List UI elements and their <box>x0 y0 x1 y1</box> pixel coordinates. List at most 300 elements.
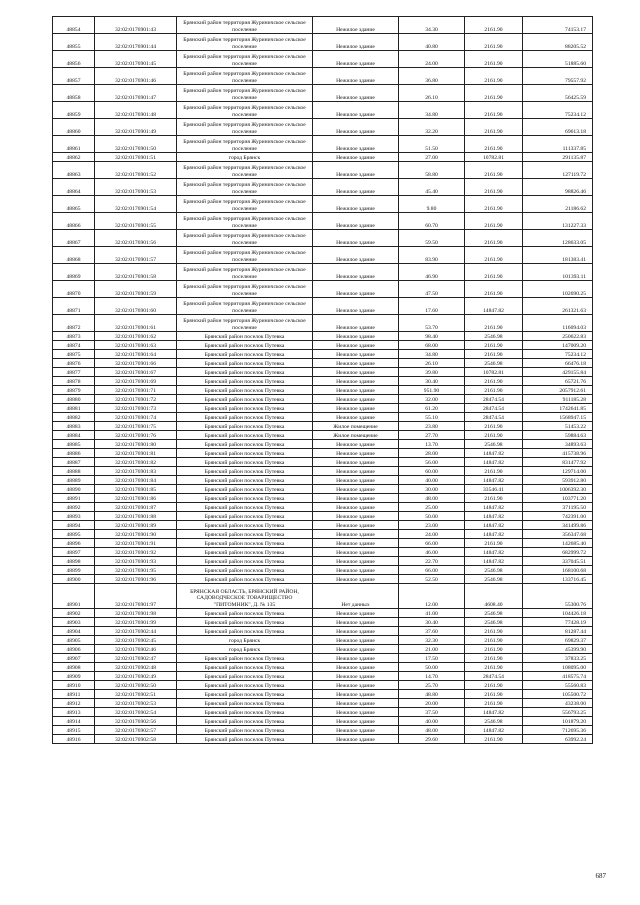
address-cell: Брянский район территория Журиничское сельское поселение <box>177 281 313 298</box>
unit-value-cell: 2161.90 <box>465 196 523 213</box>
cadastral-value-cell: 261321.63 <box>523 298 593 315</box>
unit-value-cell: 2161.90 <box>465 645 523 654</box>
address-cell: Брянский район территория Журиничское сельское поселение <box>177 298 313 315</box>
area-cell: 60.70 <box>399 213 465 230</box>
unit-value-cell: 2161.90 <box>465 17 523 34</box>
unit-value-cell: 2161.90 <box>465 681 523 690</box>
object-type-cell: Нежилое здание <box>313 708 399 717</box>
address-cell: Брянский район территория Журиничское сельское поселение <box>177 102 313 119</box>
object-type-cell: Нежилое здание <box>313 485 399 494</box>
row-number-cell: 48897 <box>53 548 95 557</box>
cadastral-value-cell: 21186.62 <box>523 196 593 213</box>
table-row <box>53 530 593 539</box>
table-row <box>53 717 593 726</box>
cadastral-number-cell: 32:02:0176901:89 <box>95 521 177 530</box>
area-cell: 53.70 <box>399 315 465 332</box>
row-number-cell: 48889 <box>53 476 95 485</box>
unit-value-cell: 2161.90 <box>465 627 523 636</box>
row-number-cell: 48901 <box>53 584 95 609</box>
unit-value-cell: 2161.90 <box>465 34 523 51</box>
area-cell: 13.70 <box>399 440 465 449</box>
address-cell: Брянский район поселок Путевка <box>177 735 313 744</box>
row-number-cell: 48910 <box>53 681 95 690</box>
cadastral-number-cell: 32:02:0176901:69 <box>95 377 177 386</box>
table-row <box>53 51 593 68</box>
area-cell: 61.20 <box>399 404 465 413</box>
cadastral-value-cell: 103771.20 <box>523 494 593 503</box>
cadastral-number-cell: 32:02:0176901:97 <box>95 584 177 609</box>
cadastral-value-cell: 55300.76 <box>523 584 593 609</box>
cadastral-value-cell: 142685.40 <box>523 539 593 548</box>
cadastral-value-cell: 79557.92 <box>523 68 593 85</box>
address-cell: Брянский район поселок Путевка <box>177 332 313 341</box>
cadastral-value-cell: 59884.63 <box>523 431 593 440</box>
cadastral-number-cell: 32:02:0176901:82 <box>95 458 177 467</box>
unit-value-cell: 2161.90 <box>465 51 523 68</box>
table-row <box>53 368 593 377</box>
cadastral-number-cell: 32:02:0176902:46 <box>95 645 177 654</box>
unit-value-cell: 2161.90 <box>465 350 523 359</box>
address-cell: Брянский район территория Журиничское сельское поселение <box>177 34 313 51</box>
row-number-cell: 48875 <box>53 350 95 359</box>
cadastral-number-cell: 32:02:0176902:51 <box>95 690 177 699</box>
address-cell: БРЯНСКАЯ ОБЛАСТЬ, БРЯНСКИЙ РАЙОН, САДОВОДЧЕСКОЕ ТОВАРИЩЕСТВО "ПИТОМНИК", Д. № 135 <box>177 584 313 609</box>
area-cell: 46.00 <box>399 548 465 557</box>
area-cell: 40.00 <box>399 476 465 485</box>
address-cell: Брянский район поселок Путевка <box>177 521 313 530</box>
cadastral-value-cell: 1006392.30 <box>523 485 593 494</box>
address-cell: Брянский район поселок Путевка <box>177 699 313 708</box>
object-type-cell: Нежилое здание <box>313 609 399 618</box>
unit-value-cell: 2546.98 <box>465 717 523 726</box>
cadastral-value-cell: 65721.76 <box>523 377 593 386</box>
object-type-cell: Нежилое здание <box>313 681 399 690</box>
area-cell: 51.50 <box>399 136 465 153</box>
cadastral-value-cell: 341499.86 <box>523 521 593 530</box>
table-row <box>53 584 593 609</box>
table-row <box>53 476 593 485</box>
cadastral-value-cell: 75234.12 <box>523 350 593 359</box>
row-number-cell: 48898 <box>53 557 95 566</box>
area-cell: 12.00 <box>399 584 465 609</box>
cadastral-value-cell: 181383.41 <box>523 247 593 264</box>
table-row <box>53 119 593 136</box>
cadastral-number-cell: 32:02:0176902:50 <box>95 681 177 690</box>
cadastral-value-cell: 63992.24 <box>523 735 593 744</box>
cadastral-value-cell: 88205.52 <box>523 34 593 51</box>
table-row <box>53 575 593 584</box>
area-cell: 98.40 <box>399 332 465 341</box>
table-row <box>53 726 593 735</box>
cadastral-value-cell: 1742641.85 <box>523 404 593 413</box>
area-cell: 17.50 <box>399 654 465 663</box>
row-number-cell: 48873 <box>53 332 95 341</box>
cadastral-value-cell: 129714.00 <box>523 467 593 476</box>
object-type-cell: Нежилое здание <box>313 34 399 51</box>
cadastral-value-cell: 69829.37 <box>523 636 593 645</box>
cadastral-value-cell: 1568947.15 <box>523 413 593 422</box>
row-number-cell: 48903 <box>53 618 95 627</box>
area-cell: 20.00 <box>399 699 465 708</box>
page-number: 687 <box>595 872 606 880</box>
table-row <box>53 449 593 458</box>
row-number-cell: 48888 <box>53 467 95 476</box>
row-number-cell: 48909 <box>53 672 95 681</box>
object-type-cell: Нежилое здание <box>313 213 399 230</box>
table-row <box>53 735 593 744</box>
unit-value-cell: 2161.90 <box>465 494 523 503</box>
object-type-cell: Нежилое здание <box>313 51 399 68</box>
unit-value-cell: 2546.98 <box>465 332 523 341</box>
cadastral-number-cell: 32:02:0176901:62 <box>95 332 177 341</box>
area-cell: 59.50 <box>399 230 465 247</box>
object-type-cell: Нежилое здание <box>313 618 399 627</box>
unit-value-cell: 14847.82 <box>465 557 523 566</box>
cadastral-number-cell: 32:02:0176901:64 <box>95 350 177 359</box>
address-cell: Брянский район территория Журиничское сельское поселение <box>177 264 313 281</box>
address-cell: Брянский район поселок Путевка <box>177 395 313 404</box>
object-type-cell: Жилое помещение <box>313 422 399 431</box>
cadastral-value-cell: 98826.46 <box>523 179 593 196</box>
cadastral-value-cell: 51453.22 <box>523 422 593 431</box>
object-type-cell: Нежилое здание <box>313 17 399 34</box>
unit-value-cell: 2161.90 <box>465 230 523 247</box>
object-type-cell: Нежилое здание <box>313 458 399 467</box>
cadastral-number-cell: 32:02:0176901:61 <box>95 315 177 332</box>
cadastral-value-cell: 831477.92 <box>523 458 593 467</box>
address-cell: Брянский район поселок Путевка <box>177 350 313 359</box>
unit-value-cell: 2161.90 <box>465 699 523 708</box>
row-number-cell: 48913 <box>53 708 95 717</box>
cadastral-number-cell: 32:02:0176901:53 <box>95 179 177 196</box>
cadastral-value-table <box>52 16 593 744</box>
row-number-cell: 48885 <box>53 440 95 449</box>
object-type-cell: Нежилое здание <box>313 413 399 422</box>
table-row <box>53 521 593 530</box>
cadastral-value-cell: 742391.00 <box>523 512 593 521</box>
row-number-cell: 48868 <box>53 247 95 264</box>
unit-value-cell: 2161.90 <box>465 102 523 119</box>
table-row <box>53 359 593 368</box>
table-row <box>53 341 593 350</box>
table-row <box>53 68 593 85</box>
unit-value-cell: 14847.82 <box>465 298 523 315</box>
table-row <box>53 512 593 521</box>
cadastral-value-cell: 371195.50 <box>523 503 593 512</box>
cadastral-value-cell: 168100.68 <box>523 566 593 575</box>
unit-value-cell: 2161.90 <box>465 281 523 298</box>
unit-value-cell: 2161.90 <box>465 654 523 663</box>
row-number-cell: 48874 <box>53 341 95 350</box>
row-number-cell: 48896 <box>53 539 95 548</box>
area-cell: 34.30 <box>399 17 465 34</box>
table-row <box>53 645 593 654</box>
area-cell: 27.00 <box>399 153 465 162</box>
area-cell: 60.00 <box>399 467 465 476</box>
row-number-cell: 48861 <box>53 136 95 153</box>
table-row <box>53 196 593 213</box>
cadastral-value-cell: 55560.83 <box>523 681 593 690</box>
cadastral-value-cell: 66476.18 <box>523 359 593 368</box>
unit-value-cell: 2161.90 <box>465 162 523 179</box>
row-number-cell: 48899 <box>53 566 95 575</box>
row-number-cell: 48860 <box>53 119 95 136</box>
row-number-cell: 48877 <box>53 368 95 377</box>
table-row <box>53 17 593 34</box>
table-row <box>53 153 593 162</box>
cadastral-value-cell: 102690.25 <box>523 281 593 298</box>
unit-value-cell: 28474.54 <box>465 672 523 681</box>
object-type-cell: Нежилое здание <box>313 566 399 575</box>
address-cell: Брянский район поселок Путевка <box>177 557 313 566</box>
area-cell: 66.00 <box>399 539 465 548</box>
object-type-cell: Нежилое здание <box>313 179 399 196</box>
table-row <box>53 458 593 467</box>
unit-value-cell: 14847.82 <box>465 726 523 735</box>
table-row <box>53 247 593 264</box>
area-cell: 45.40 <box>399 179 465 196</box>
cadastral-value-cell: 556793.25 <box>523 708 593 717</box>
cadastral-number-cell: 32:02:0176902:58 <box>95 735 177 744</box>
row-number-cell: 48905 <box>53 636 95 645</box>
unit-value-cell: 2161.90 <box>465 636 523 645</box>
table-row <box>53 467 593 476</box>
address-cell: Брянский район поселок Путевка <box>177 404 313 413</box>
table-row <box>53 404 593 413</box>
object-type-cell: Нежилое здание <box>313 449 399 458</box>
address-cell: Брянский район поселок Путевка <box>177 440 313 449</box>
object-type-cell: Нежилое здание <box>313 68 399 85</box>
cadastral-number-cell: 32:02:0176901:52 <box>95 162 177 179</box>
cadastral-table-sheet <box>52 16 592 744</box>
cadastral-value-cell: 105500.72 <box>523 690 593 699</box>
unit-value-cell: 14847.82 <box>465 458 523 467</box>
area-cell: 83.90 <box>399 247 465 264</box>
object-type-cell: Нежилое здание <box>313 386 399 395</box>
object-type-cell: Нежилое здание <box>313 735 399 744</box>
table-row <box>53 566 593 575</box>
address-cell: Брянский район поселок Путевка <box>177 341 313 350</box>
cadastral-value-cell: 127119.72 <box>523 162 593 179</box>
area-cell: 29.60 <box>399 735 465 744</box>
row-number-cell: 48862 <box>53 153 95 162</box>
cadastral-number-cell: 32:02:0176901:75 <box>95 422 177 431</box>
cadastral-number-cell: 32:02:0176901:80 <box>95 440 177 449</box>
row-number-cell: 48855 <box>53 34 95 51</box>
address-cell: Брянский район поселок Путевка <box>177 476 313 485</box>
table-row <box>53 350 593 359</box>
unit-value-cell: 2161.90 <box>465 179 523 196</box>
cadastral-number-cell: 32:02:0176901:47 <box>95 85 177 102</box>
cadastral-value-cell: 101879.20 <box>523 717 593 726</box>
address-cell: Брянский район поселок Путевка <box>177 575 313 584</box>
area-cell: 48.00 <box>399 494 465 503</box>
object-type-cell: Нет данных <box>313 584 399 609</box>
cadastral-number-cell: 32:02:0176901:93 <box>95 557 177 566</box>
object-type-cell: Нежилое здание <box>313 332 399 341</box>
unit-value-cell: 2546.98 <box>465 566 523 575</box>
row-number-cell: 48904 <box>53 627 95 636</box>
cadastral-number-cell: 32:02:0176901:83 <box>95 467 177 476</box>
table-row <box>53 377 593 386</box>
table-row <box>53 413 593 422</box>
area-cell: 25.00 <box>399 503 465 512</box>
address-cell: Брянский район поселок Путевка <box>177 494 313 503</box>
row-number-cell: 48883 <box>53 422 95 431</box>
cadastral-number-cell: 32:02:0176901:98 <box>95 609 177 618</box>
object-type-cell: Нежилое здание <box>313 654 399 663</box>
table-row <box>53 618 593 627</box>
row-number-cell: 48871 <box>53 298 95 315</box>
area-cell: 36.80 <box>399 68 465 85</box>
area-cell: 32.30 <box>399 636 465 645</box>
cadastral-value-cell: 104426.18 <box>523 609 593 618</box>
row-number-cell: 48915 <box>53 726 95 735</box>
cadastral-value-cell: 429155.84 <box>523 368 593 377</box>
cadastral-number-cell: 32:02:0176901:84 <box>95 476 177 485</box>
row-number-cell: 48900 <box>53 575 95 584</box>
address-cell: Брянский район территория Журиничское сельское поселение <box>177 17 313 34</box>
area-cell: 56.00 <box>399 458 465 467</box>
unit-value-cell: 2161.90 <box>465 690 523 699</box>
address-cell: Брянский район поселок Путевка <box>177 458 313 467</box>
row-number-cell: 48891 <box>53 494 95 503</box>
cadastral-number-cell: 32:02:0176902:49 <box>95 672 177 681</box>
object-type-cell: Нежилое здание <box>313 467 399 476</box>
cadastral-value-cell: 2057912.61 <box>523 386 593 395</box>
row-number-cell: 48907 <box>53 654 95 663</box>
table-row <box>53 690 593 699</box>
object-type-cell: Нежилое здание <box>313 395 399 404</box>
address-cell: Брянский район поселок Путевка <box>177 413 313 422</box>
unit-value-cell: 14847.82 <box>465 548 523 557</box>
area-cell: 21.00 <box>399 645 465 654</box>
unit-value-cell: 2161.90 <box>465 467 523 476</box>
table-row <box>53 102 593 119</box>
area-cell: 30.40 <box>399 618 465 627</box>
cadastral-value-cell: 51885.60 <box>523 51 593 68</box>
cadastral-number-cell: 32:02:0176901:71 <box>95 386 177 395</box>
area-cell: 52.50 <box>399 575 465 584</box>
address-cell: город Брянск <box>177 153 313 162</box>
address-cell: Брянский район поселок Путевка <box>177 726 313 735</box>
row-number-cell: 48856 <box>53 51 95 68</box>
table-row <box>53 34 593 51</box>
cadastral-number-cell: 32:02:0176901:81 <box>95 449 177 458</box>
table-row <box>53 440 593 449</box>
address-cell: Брянский район поселок Путевка <box>177 539 313 548</box>
table-row <box>53 230 593 247</box>
row-number-cell: 48914 <box>53 717 95 726</box>
object-type-cell: Нежилое здание <box>313 539 399 548</box>
table-row <box>53 609 593 618</box>
area-cell: 55.10 <box>399 413 465 422</box>
table-row <box>53 264 593 281</box>
cadastral-number-cell: 32:02:0176902:47 <box>95 654 177 663</box>
row-number-cell: 48890 <box>53 485 95 494</box>
row-number-cell: 48911 <box>53 690 95 699</box>
cadastral-value-cell: 291135.87 <box>523 153 593 162</box>
area-cell: 40.00 <box>399 717 465 726</box>
table-row <box>53 422 593 431</box>
unit-value-cell: 10782.81 <box>465 368 523 377</box>
cadastral-value-cell: 56425.59 <box>523 85 593 102</box>
table-row <box>53 85 593 102</box>
row-number-cell: 48906 <box>53 645 95 654</box>
object-type-cell: Нежилое здание <box>313 690 399 699</box>
cadastral-number-cell: 32:02:0176901:58 <box>95 264 177 281</box>
address-cell: Брянский район поселок Путевка <box>177 449 313 458</box>
table-row <box>53 699 593 708</box>
address-cell: Брянский район поселок Путевка <box>177 566 313 575</box>
object-type-cell: Нежилое здание <box>313 672 399 681</box>
cadastral-number-cell: 32:02:0176901:73 <box>95 404 177 413</box>
address-cell: Брянский район поселок Путевка <box>177 681 313 690</box>
address-cell: Брянский район территория Журиничское сельское поселение <box>177 162 313 179</box>
cadastral-value-cell: 418575.74 <box>523 672 593 681</box>
row-number-cell: 48872 <box>53 315 95 332</box>
unit-value-cell: 2161.90 <box>465 68 523 85</box>
address-cell: Брянский район поселок Путевка <box>177 548 313 557</box>
address-cell: Брянский район поселок Путевка <box>177 609 313 618</box>
cadastral-number-cell: 32:02:0176901:46 <box>95 68 177 85</box>
address-cell: Брянский район поселок Путевка <box>177 467 313 476</box>
cadastral-number-cell: 32:02:0176901:49 <box>95 119 177 136</box>
row-number-cell: 48854 <box>53 17 95 34</box>
area-cell: 25.70 <box>399 681 465 690</box>
object-type-cell: Нежилое здание <box>313 645 399 654</box>
unit-value-cell: 2161.90 <box>465 315 523 332</box>
unit-value-cell: 14847.82 <box>465 476 523 485</box>
row-number-cell: 48916 <box>53 735 95 744</box>
address-cell: Брянский район территория Журиничское сельское поселение <box>177 85 313 102</box>
row-number-cell: 48857 <box>53 68 95 85</box>
unit-value-cell: 2546.98 <box>465 359 523 368</box>
object-type-cell: Нежилое здание <box>313 350 399 359</box>
address-cell: Брянский район поселок Путевка <box>177 377 313 386</box>
object-type-cell: Нежилое здание <box>313 726 399 735</box>
cadastral-number-cell: 32:02:0176902:54 <box>95 708 177 717</box>
object-type-cell: Нежилое здание <box>313 717 399 726</box>
cadastral-value-cell: 133716.45 <box>523 575 593 584</box>
table-row <box>53 627 593 636</box>
row-number-cell: 48894 <box>53 521 95 530</box>
cadastral-value-cell: 116094.03 <box>523 315 593 332</box>
cadastral-number-cell: 32:02:0176901:87 <box>95 503 177 512</box>
address-cell: Брянский район территория Журиничское сельское поселение <box>177 230 313 247</box>
cadastral-value-cell: 911185.28 <box>523 395 593 404</box>
row-number-cell: 48864 <box>53 179 95 196</box>
cadastral-value-cell: 356347.68 <box>523 530 593 539</box>
cadastral-number-cell: 32:02:0176901:67 <box>95 368 177 377</box>
row-number-cell: 48884 <box>53 431 95 440</box>
cadastral-number-cell: 32:02:0176901:54 <box>95 196 177 213</box>
address-cell: Брянский район территория Журиничское сельское поселение <box>177 315 313 332</box>
area-cell: 951.90 <box>399 386 465 395</box>
object-type-cell: Нежилое здание <box>313 575 399 584</box>
area-cell: 46.90 <box>399 264 465 281</box>
row-number-cell: 48881 <box>53 404 95 413</box>
cadastral-number-cell: 32:02:0176901:45 <box>95 51 177 68</box>
unit-value-cell: 10782.81 <box>465 153 523 162</box>
object-type-cell: Нежилое здание <box>313 521 399 530</box>
cadastral-number-cell: 32:02:0176901:74 <box>95 413 177 422</box>
row-number-cell: 48879 <box>53 386 95 395</box>
object-type-cell: Нежилое здание <box>313 102 399 119</box>
row-number-cell: 48859 <box>53 102 95 119</box>
address-cell: Брянский район территория Журиничское сельское поселение <box>177 179 313 196</box>
area-cell: 66.00 <box>399 566 465 575</box>
